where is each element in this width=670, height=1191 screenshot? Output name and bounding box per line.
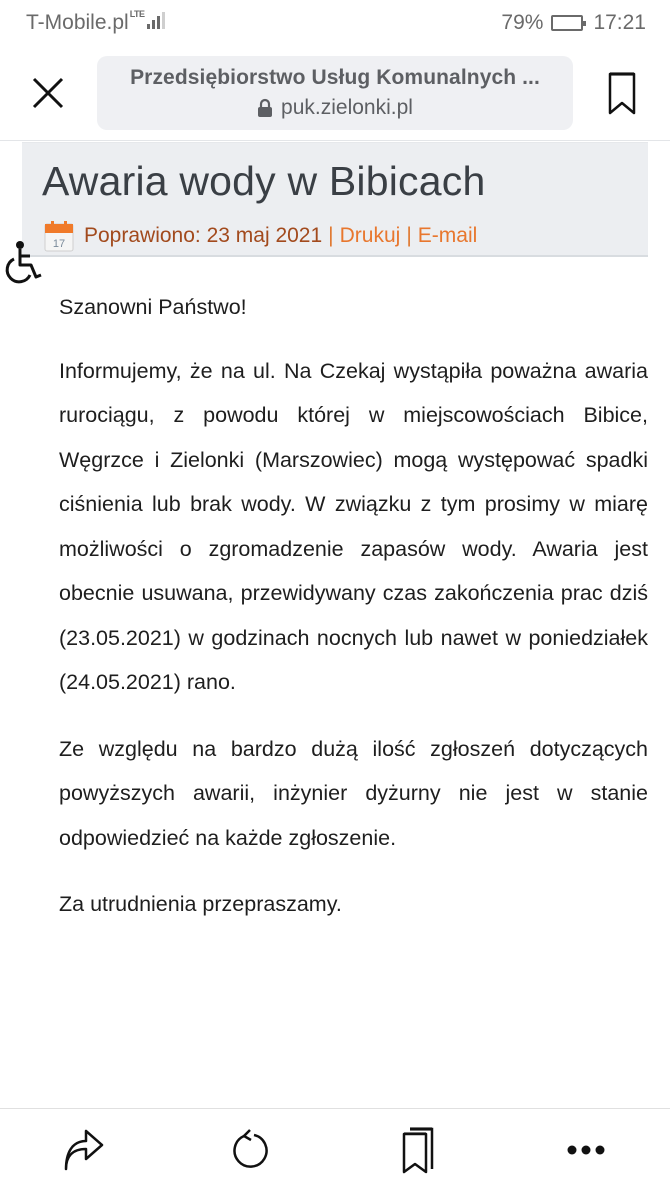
close-button[interactable] (0, 45, 96, 141)
reload-button[interactable] (211, 1115, 291, 1185)
wheelchair-icon (3, 239, 43, 287)
svg-text:17: 17 (52, 238, 66, 250)
paragraph: Za utrudnienia przepraszamy. (59, 892, 342, 916)
article-body (59, 285, 648, 949)
share-button[interactable] (44, 1115, 124, 1185)
reload-icon (230, 1128, 272, 1172)
accessibility-button[interactable] (0, 237, 46, 289)
signal-icon (147, 11, 165, 29)
address-bar[interactable] (97, 56, 573, 130)
battery-icon (551, 15, 583, 31)
paragraph: Ze względu na bardzo dużą ilość zgłoszeń dotyczących powyższych awarii, inżynier dyżurny nie jest w stanie odpowiedzieć na każde zgłoszenie. (59, 736, 648, 850)
bookmarks-button[interactable] (379, 1115, 459, 1185)
bottom-toolbar (0, 1108, 670, 1191)
paragraph: Informujemy, że na ul. Na Czekaj wystąpiła poważna awaria rurociągu, z powodu której w miejscowościach Bibice, Węgrzce i Zielonki (Marszowiec) mogą występować spadki ciśnienia lub brak wody. W związku z tym prosimy w miarę możliwości o zgromadzenie zapasów wody. Awaria jest obecnie usuwana, przewidywany czas zakończenia prac dziś (23.05.2021) w godzinach nocnych lub nawet w poniedziałek (24.05.2021) rano. (59, 358, 648, 694)
url-text: puk.zielonki.pl (281, 96, 413, 119)
url-row (257, 96, 413, 120)
more-button[interactable] (546, 1115, 626, 1185)
carrier-name: T-Mobile.pl (26, 10, 129, 34)
bookmark-icon (607, 70, 637, 116)
share-icon (62, 1129, 106, 1171)
page-title-in-bar: Przedsiębiorstwo Usług Komunalnych ... (130, 66, 540, 89)
separator: | (328, 224, 334, 247)
bookmark-button[interactable] (596, 67, 648, 119)
more-icon (566, 1144, 606, 1156)
modified-date: Poprawiono: 23 maj 2021 (84, 224, 323, 247)
status-bar (0, 0, 670, 45)
status-left (26, 8, 165, 35)
status-right (501, 11, 646, 35)
network-type: LTE (129, 8, 145, 19)
clock: 17:21 (593, 10, 646, 34)
bookmarks-icon (401, 1125, 437, 1175)
paragraph-greeting: Szanowni Państwo! (59, 295, 247, 319)
separator: | (406, 224, 412, 247)
lock-icon (257, 98, 273, 118)
article-title: Awaria wody w Bibicach (42, 158, 486, 204)
email-link[interactable]: E-mail (417, 224, 478, 247)
browser-toolbar (0, 45, 670, 141)
close-icon (31, 76, 65, 110)
article-header (22, 142, 648, 257)
print-link[interactable]: Drukuj (339, 224, 401, 247)
article-meta (44, 220, 477, 252)
calendar-icon (44, 220, 74, 252)
battery-percent: 79% (501, 10, 544, 34)
